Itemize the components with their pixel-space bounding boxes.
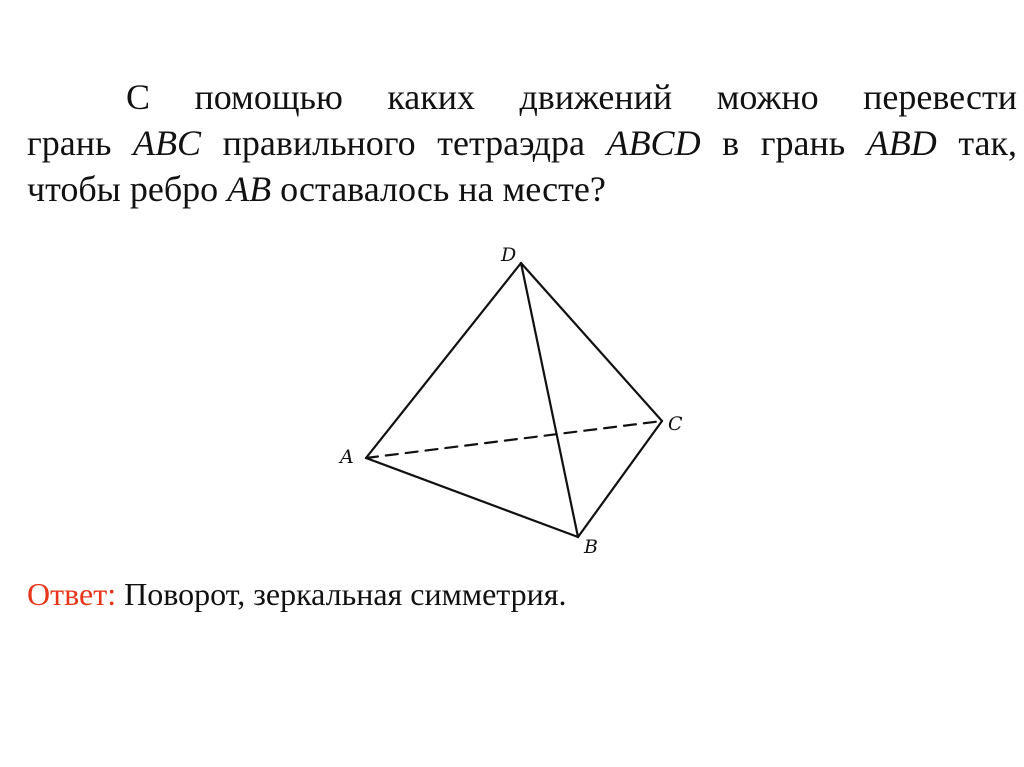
edge-BA — [366, 458, 578, 537]
edge-AD — [366, 263, 521, 458]
question-line-1: С помощью каких движений можно перевести — [126, 77, 1017, 117]
question-line-2: грань ABC правильного тетраэдра ABCD в грань ABD так, — [27, 123, 1017, 163]
question-line-3: чтобы ребро AB оставалось на месте? — [27, 169, 606, 209]
answer-value: Поворот, зеркальная симметрия. — [116, 576, 567, 612]
vertex-label-B: B — [584, 536, 598, 558]
vertex-label-D: D — [501, 244, 517, 266]
answer-text — [27, 574, 567, 614]
vertex-label-A: A — [340, 446, 354, 468]
answer-label: Ответ: — [27, 576, 117, 612]
edge-DC — [521, 263, 662, 421]
edge-DB — [521, 263, 578, 537]
edge-CB — [578, 421, 662, 537]
edge-AC-hidden — [366, 421, 662, 458]
vertex-label-C: C — [668, 413, 683, 435]
